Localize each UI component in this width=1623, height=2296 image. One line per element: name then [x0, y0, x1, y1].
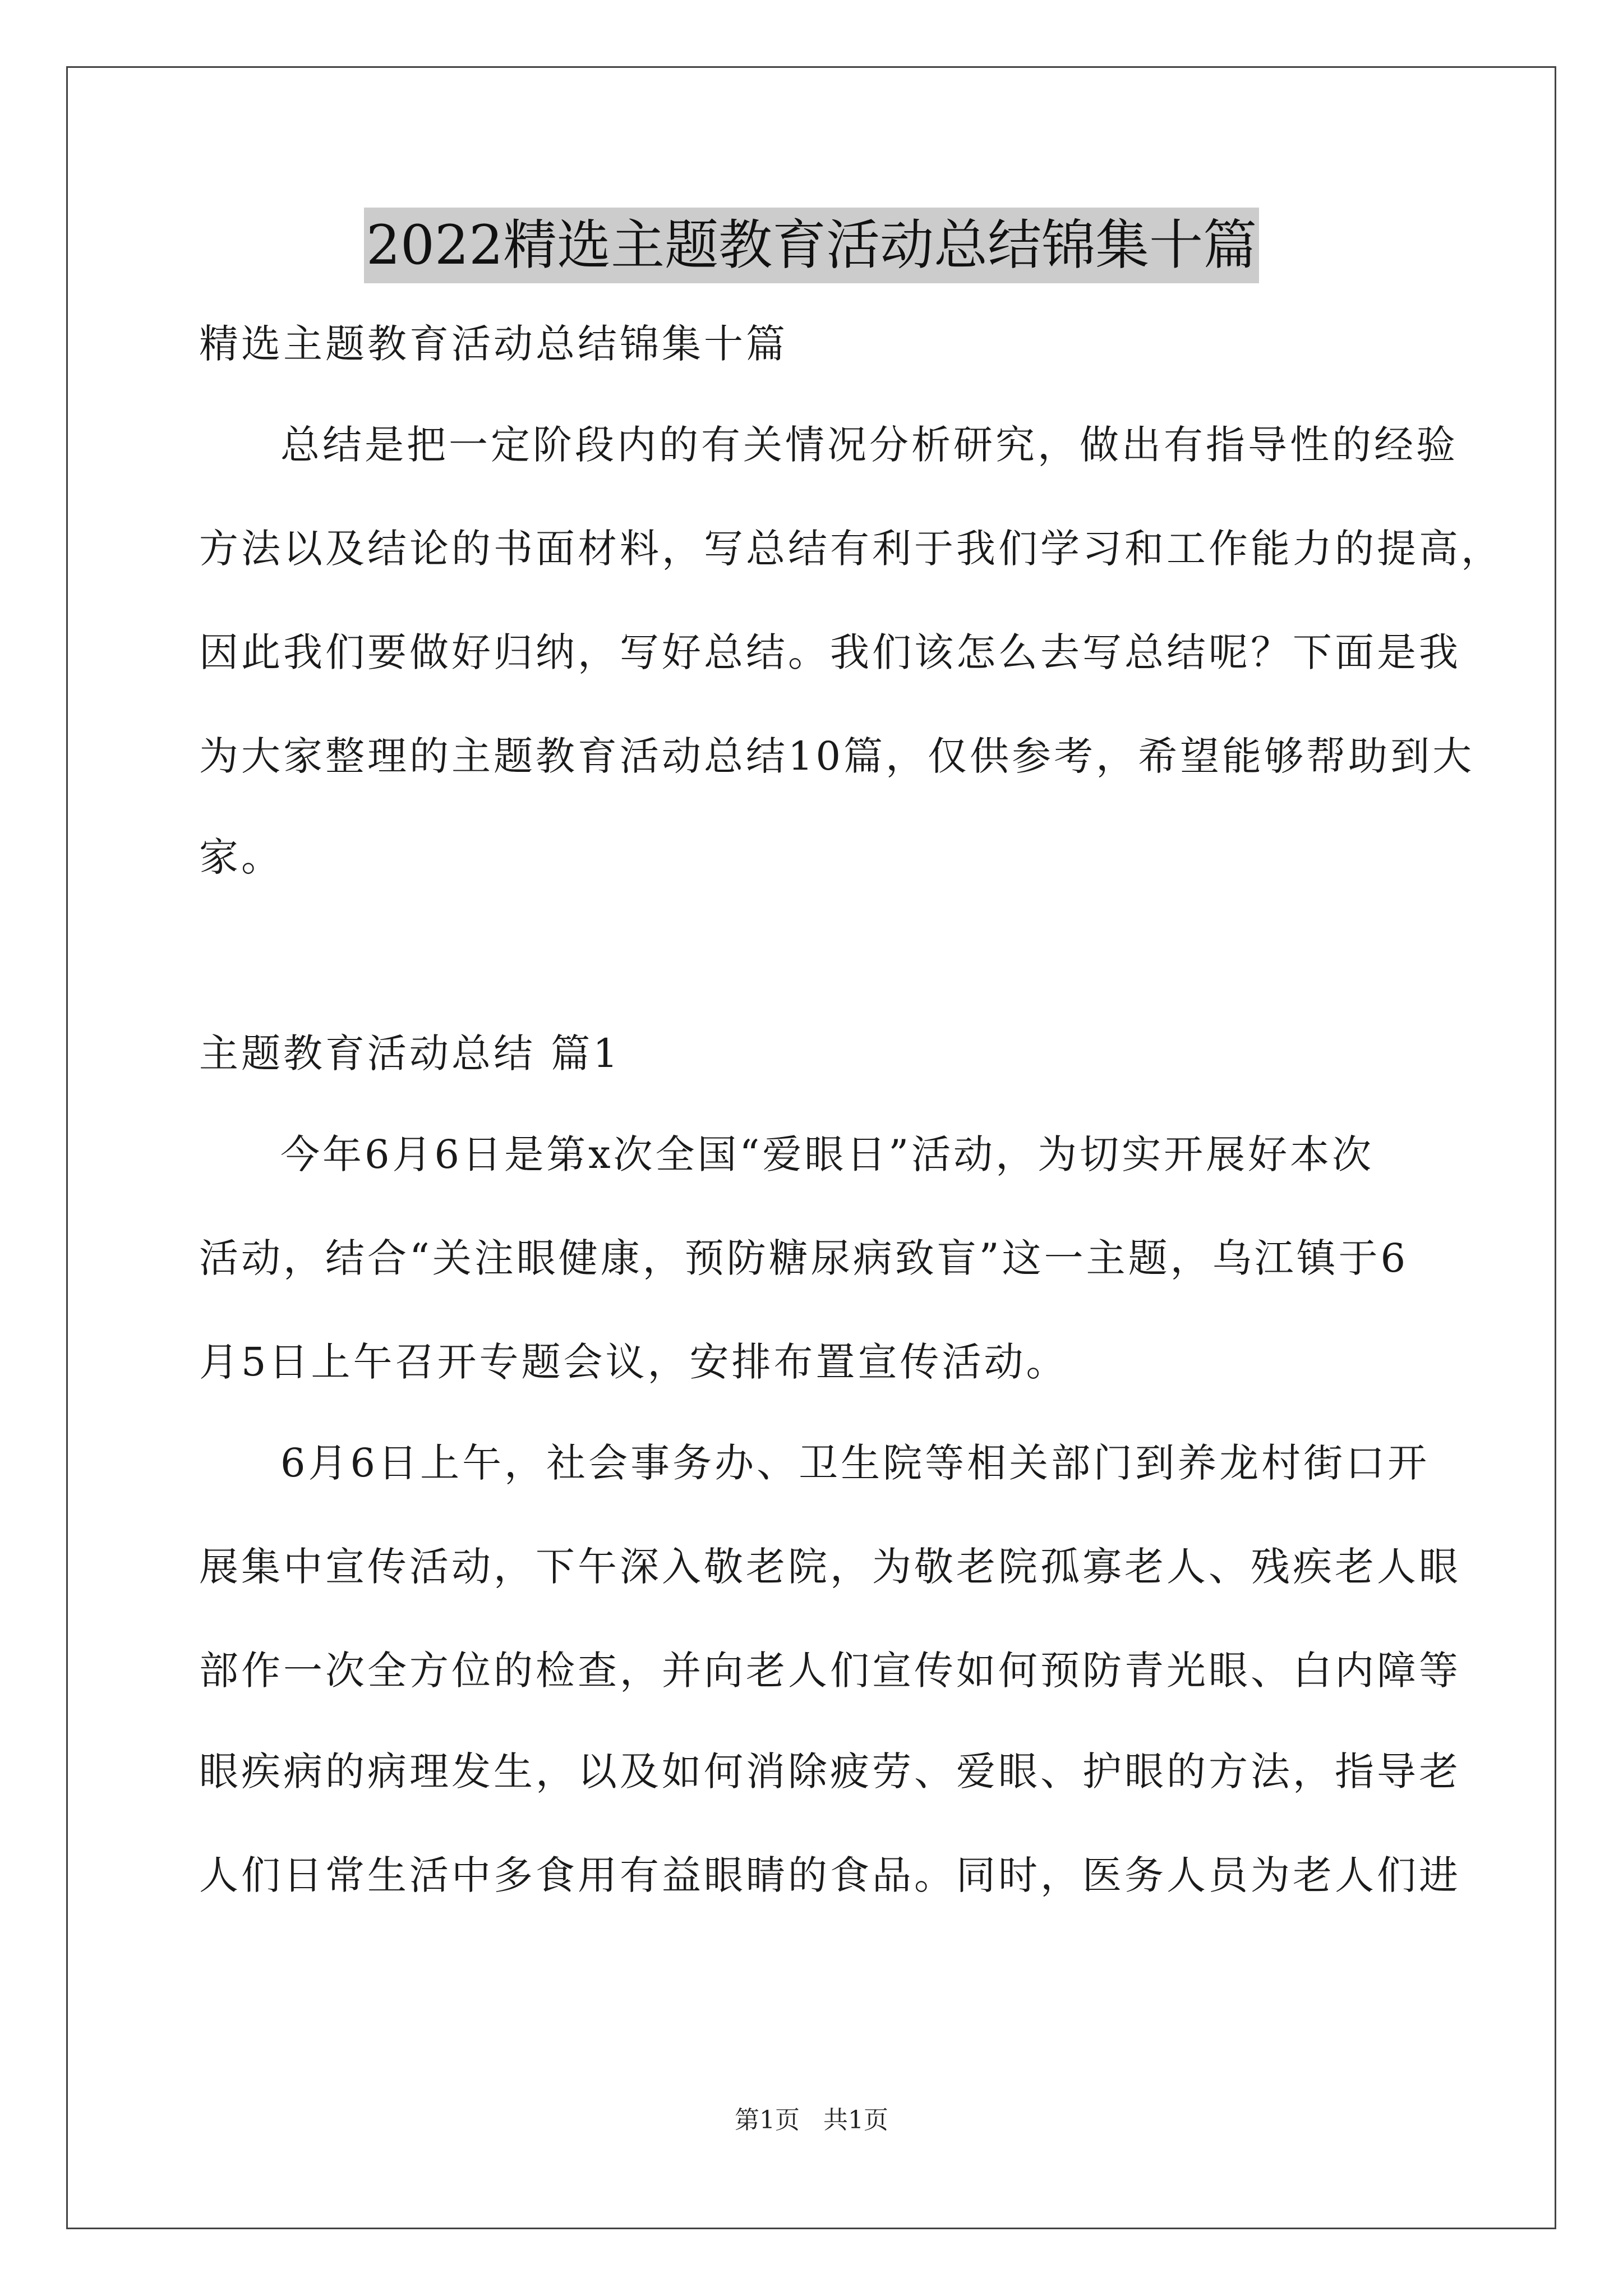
paragraph1-line-1: 今年6月6日是第x次全国“爱眼日”活动，为切实开展好本次	[280, 1131, 1375, 1177]
section-heading: 主题教育活动总结 篇1	[199, 1030, 621, 1076]
paragraph2-line-1: 6月6日上午，社会事务办、卫生院等相关部门到养龙村街口开	[280, 1440, 1430, 1486]
document-title-text: 2022精选主题教育活动总结锦集十篇	[364, 208, 1259, 283]
paragraph1-line-3: 月5日上午召开专题会议，安排布置宣传活动。	[199, 1339, 1068, 1385]
intro-line-4: 为大家整理的主题教育活动总结10篇，仅供参考，希望能够帮助到大	[199, 733, 1475, 779]
page-total: 共1页	[823, 2106, 888, 2134]
paragraph2-line-2: 展集中宣传活动，下午深入敬老院，为敬老院孤寡老人、残疾老人眼	[199, 1544, 1461, 1590]
intro-line-2: 方法以及结论的书面材料，写总结有利于我们学习和工作能力的提高，	[199, 526, 1503, 572]
intro-line-5: 家。	[199, 834, 283, 880]
intro-line-3: 因此我们要做好归纳，写好总结。我们该怎么去写总结呢？下面是我	[199, 629, 1461, 675]
paragraph2-line-5: 人们日常生活中多食用有益眼睛的食品。同时，医务人员为老人们进	[199, 1852, 1461, 1898]
intro-line-1: 总结是把一定阶段内的有关情况分析研究，做出有指导性的经验	[280, 422, 1458, 468]
paragraph2-line-3: 部作一次全方位的检查，并向老人们宣传如何预防青光眼、白内障等	[199, 1648, 1461, 1694]
document-subtitle: 精选主题教育活动总结锦集十篇	[199, 321, 788, 367]
page-number: 第1页	[735, 2106, 800, 2134]
page-footer	[0, 2104, 1623, 2137]
paragraph2-line-4: 眼疾病的病理发生，以及如何消除疲劳、爱眼、护眼的方法，指导老	[199, 1749, 1461, 1795]
paragraph1-line-2: 活动，结合“关注眼健康，预防糖尿病致盲”这一主题，乌江镇于6	[199, 1235, 1409, 1281]
document-title	[0, 208, 1623, 283]
